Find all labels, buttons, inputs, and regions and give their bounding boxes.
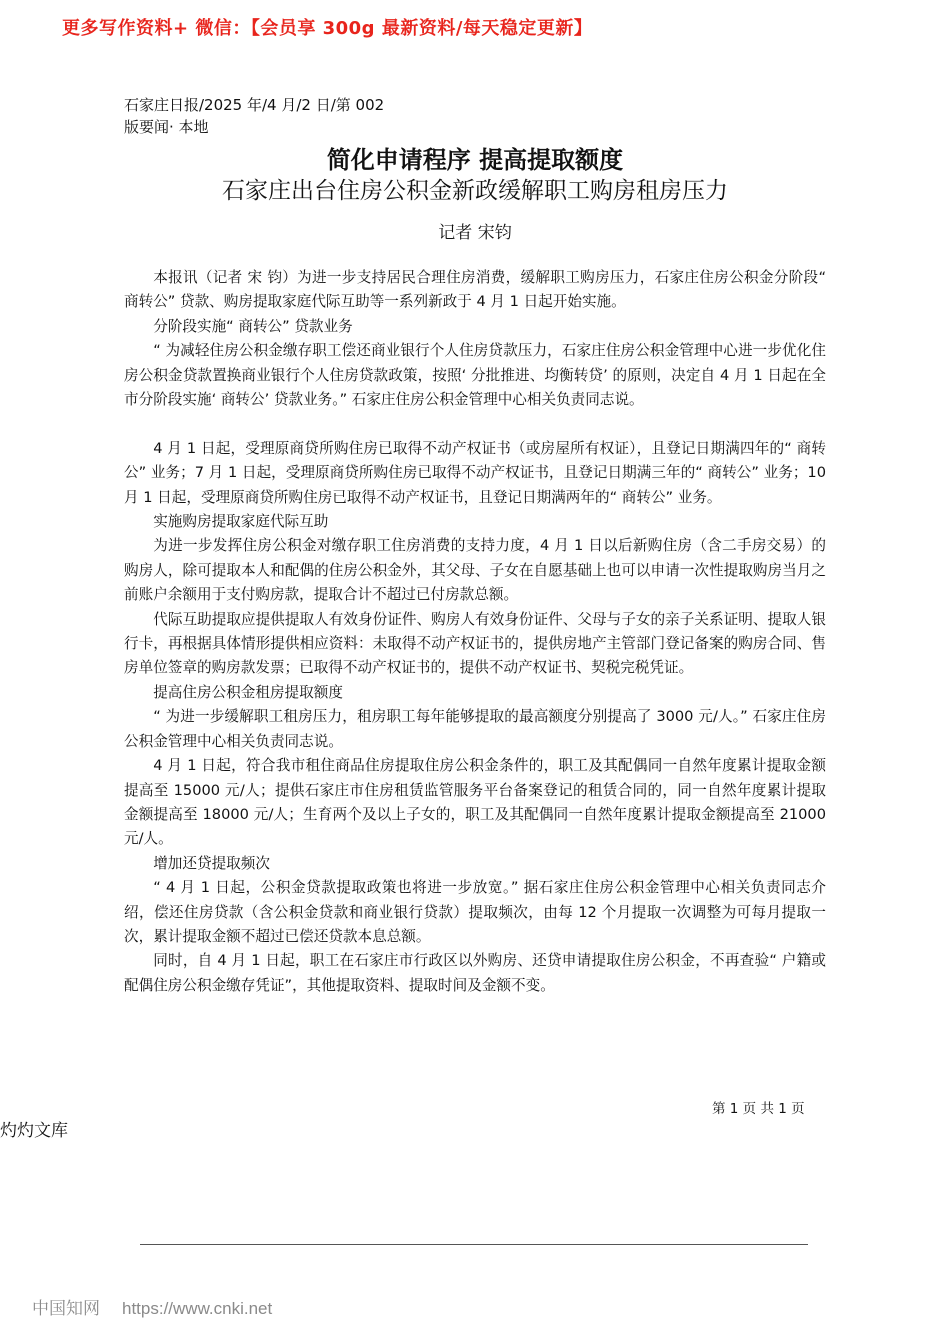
page-number: 第 1 页 共 1 页 — [712, 1101, 805, 1117]
paragraph: “ 4 月 1 日起，公积金贷款提取政策也将进一步放宽。” 据石家庄住房公积金管理中心相关负责同志介绍，偿还住房贷款（含公积金贷款和商业银行贷款）提取频次，由每 12 个月提取一次调整为可每月提取一次，累计提取金额不超过已偿还贷款本息总额。 — [124, 879, 826, 945]
paragraph: 同时，自 4 月 1 日起，职工在石家庄市行政区以外购房、还贷申请提取住房公积金，不再查验“ 户籍或配偶住房公积金缴存凭证”，其他提取资料、提取时间及金额不变。 — [124, 952, 826, 994]
article-title: 简化申请程序 提高提取额度 — [326, 146, 624, 174]
cnki-logo: 中国知网 — [32, 1299, 100, 1318]
paragraph: “ 为进一步缓解职工租房压力，租房职工每年能够提取的最高额度分别提高了 3000 元/人。” 石家庄住房公积金管理中心相关负责同志说。 — [124, 708, 826, 750]
paragraph: 代际互助提取应提供提取人有效身份证件、购房人有效身份证件、父母与子女的亲子关系证明、提取人银行卡，再根据具体情形提供相应资料：未取得不动产权证书的，提供房地产主管部门登记备案的购房合同、售房单位签章的购房款发票；已取得不动产权证书的，提供不动产权证书、契税完税凭证。 — [124, 610, 826, 677]
watermark-text: 灼灼文库 — [0, 1121, 68, 1141]
article-subtitle: 石家庄出台住房公积金新政缓解职工购房租房压力 — [222, 178, 728, 204]
cnki-url-link[interactable]: https://www.cnki.net — [122, 1299, 273, 1318]
article-byline: 记者 宋钧 — [438, 223, 512, 243]
article-body — [124, 266, 826, 998]
section-heading: 分阶段实施“ 商转公” 贷款业务 — [153, 317, 353, 335]
footer-divider — [140, 1244, 808, 1245]
section-heading: 提高住房公积金租房提取额度 — [153, 683, 343, 701]
cnki-footer — [32, 1294, 272, 1319]
paragraph: 4 月 1 日起，符合我市租住商品住房提取住房公积金条件的，职工及其配偶同一自然年度累计提取金额提高至 15000 元/人；提供石家庄市住房租赁监管服务平台备案登记的租赁合同的，同一自然年度累计提取金额提高至 18000 元/人；生育两个及以上子女的，职工及其配偶同一自然年度累计提取金额提高至 21000 元/人。 — [124, 757, 826, 848]
newspaper-section: 版要闻· 本地 — [124, 118, 209, 136]
section-heading: 增加还贷提取频次 — [153, 854, 270, 872]
promo-banner: 更多写作资料+ 微信：【会员享 300g 最新资料/每天稳定更新】 — [62, 18, 593, 39]
paragraph: 为进一步发挥住房公积金对缴存职工住房消费的支持力度，4 月 1 日以后新购住房（含二手房交易）的购房人，除可提取本人和配偶的住房公积金外，其父母、子女在自愿基础上也可以申请一次性提取购房当月之前账户余额用于支付购房款，提取合计不超过已付房款总额。 — [124, 537, 826, 604]
paragraph: 本报讯（记者 宋 钧）为进一步支持居民合理住房消费，缓解职工购房压力，石家庄住房公积金分阶段“ 商转公” 贷款、购房提取家庭代际互助等一系列新政于 4 月 1 日起开始实施。 — [124, 269, 826, 311]
paragraph: “ 为减轻住房公积金缴存职工偿还商业银行个人住房贷款压力，石家庄住房公积金管理中心进一步优化住房公积金贷款置换商业银行个人住房贷款政策，按照‘ 分批推进、均衡转贷’ 的原则，决定自 4 月 1 日起在全市分阶段实施‘ 商转公’ 贷款业务。” 石家庄住房公积金管理中心相关负责同志说。 — [124, 342, 826, 409]
section-heading: 实施购房提取家庭代际互助 — [153, 513, 329, 531]
paragraph: 4 月 1 日起，受理原商贷所购住房已取得不动产权证书（或房屋所有权证），且登记日期满四年的“ 商转公” 业务；7 月 1 日起，受理原商贷所购住房已取得不动产权证书，且登记日期满三年的“ 商转公” 业务；10 月 1 日起，受理原商贷所购住房已取得不动产权证书，且登记日期满两年的“ 商转公” 业务。 — [124, 439, 826, 506]
newspaper-source: 石家庄日报/2025 年/4 月/2 日/第 002 — [124, 96, 385, 114]
